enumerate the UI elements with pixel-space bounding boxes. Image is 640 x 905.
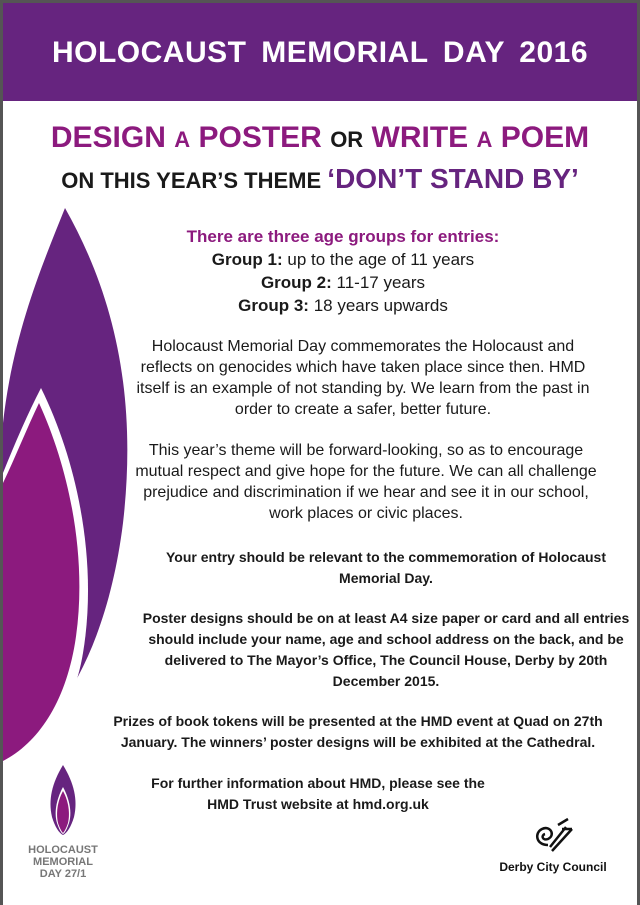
theme-line	[3, 163, 637, 195]
poster	[3, 3, 637, 905]
age-group	[143, 271, 543, 294]
headline-word: OR	[330, 127, 364, 152]
headline-word: DESIGN	[50, 121, 166, 154]
group-text: 18 years upwards	[308, 296, 448, 315]
headline-word: POSTER	[198, 121, 322, 154]
age-group	[143, 294, 543, 317]
group-label: Group 3:	[238, 296, 309, 315]
logo-text: HOLOCAUST	[28, 844, 98, 856]
group-text: up to the age of 11 years	[282, 250, 475, 269]
headline-word: A	[174, 127, 191, 152]
note: For further information about HMD, please see the HMD Trust website at hmd.org.uk	[151, 775, 485, 812]
group-label: Group 1:	[211, 250, 283, 269]
theme-intro: ON THIS YEAR’S THEME	[61, 168, 322, 193]
headline-word: POEM	[500, 121, 590, 154]
banner-title: HOLOCAUST MEMORIAL DAY 2016	[3, 3, 637, 101]
headline-word: WRITE	[371, 121, 469, 154]
hmd-logo	[23, 765, 103, 880]
theme-name: ‘DON’T STAND BY’	[327, 163, 579, 194]
paragraph: This year’s theme will be forward-looking, so as to encourage mutual respect and give hope for the future. We can all challenge prejudice and discrimination if we hear and see it in our school, work places or civic places.	[135, 442, 597, 522]
council-name: Derby City Council	[499, 860, 607, 874]
derby-city-council-logo	[488, 815, 618, 874]
logo-text: DAY 27/1	[39, 868, 87, 880]
ram-icon	[528, 815, 578, 855]
age-group	[143, 248, 543, 271]
paragraph: Holocaust Memorial Day commemorates the Holocaust and reflects on genocides which have taken place since then. HMD itself is an example of not standing by. We learn from the past in order to create a safer, better future.	[136, 338, 590, 418]
group-label: Group 2:	[260, 273, 332, 292]
headline-word: A	[476, 127, 493, 152]
note: Your entry should be relevant to the commemoration of Holocaust Memorial Day.	[165, 549, 607, 586]
flame-icon	[48, 765, 78, 835]
note: Poster designs should be on at least A4 size paper or card and all entries should include your name, age and school address on the back, and be delivered to The Mayor’s Office, The Council House, Derby by 20th December 2015.	[142, 610, 630, 689]
group-text: 11-17 years	[331, 273, 426, 292]
logo-text: MEMORIAL	[33, 856, 93, 868]
headline	[3, 121, 637, 155]
age-groups	[143, 225, 543, 317]
age-groups-heading: There are three age groups for entries:	[186, 227, 500, 246]
note: Prizes of book tokens will be presented at the HMD event at Quad on 27th January. The winners’ poster designs will be exhibited at the Cathedral.	[113, 713, 603, 750]
